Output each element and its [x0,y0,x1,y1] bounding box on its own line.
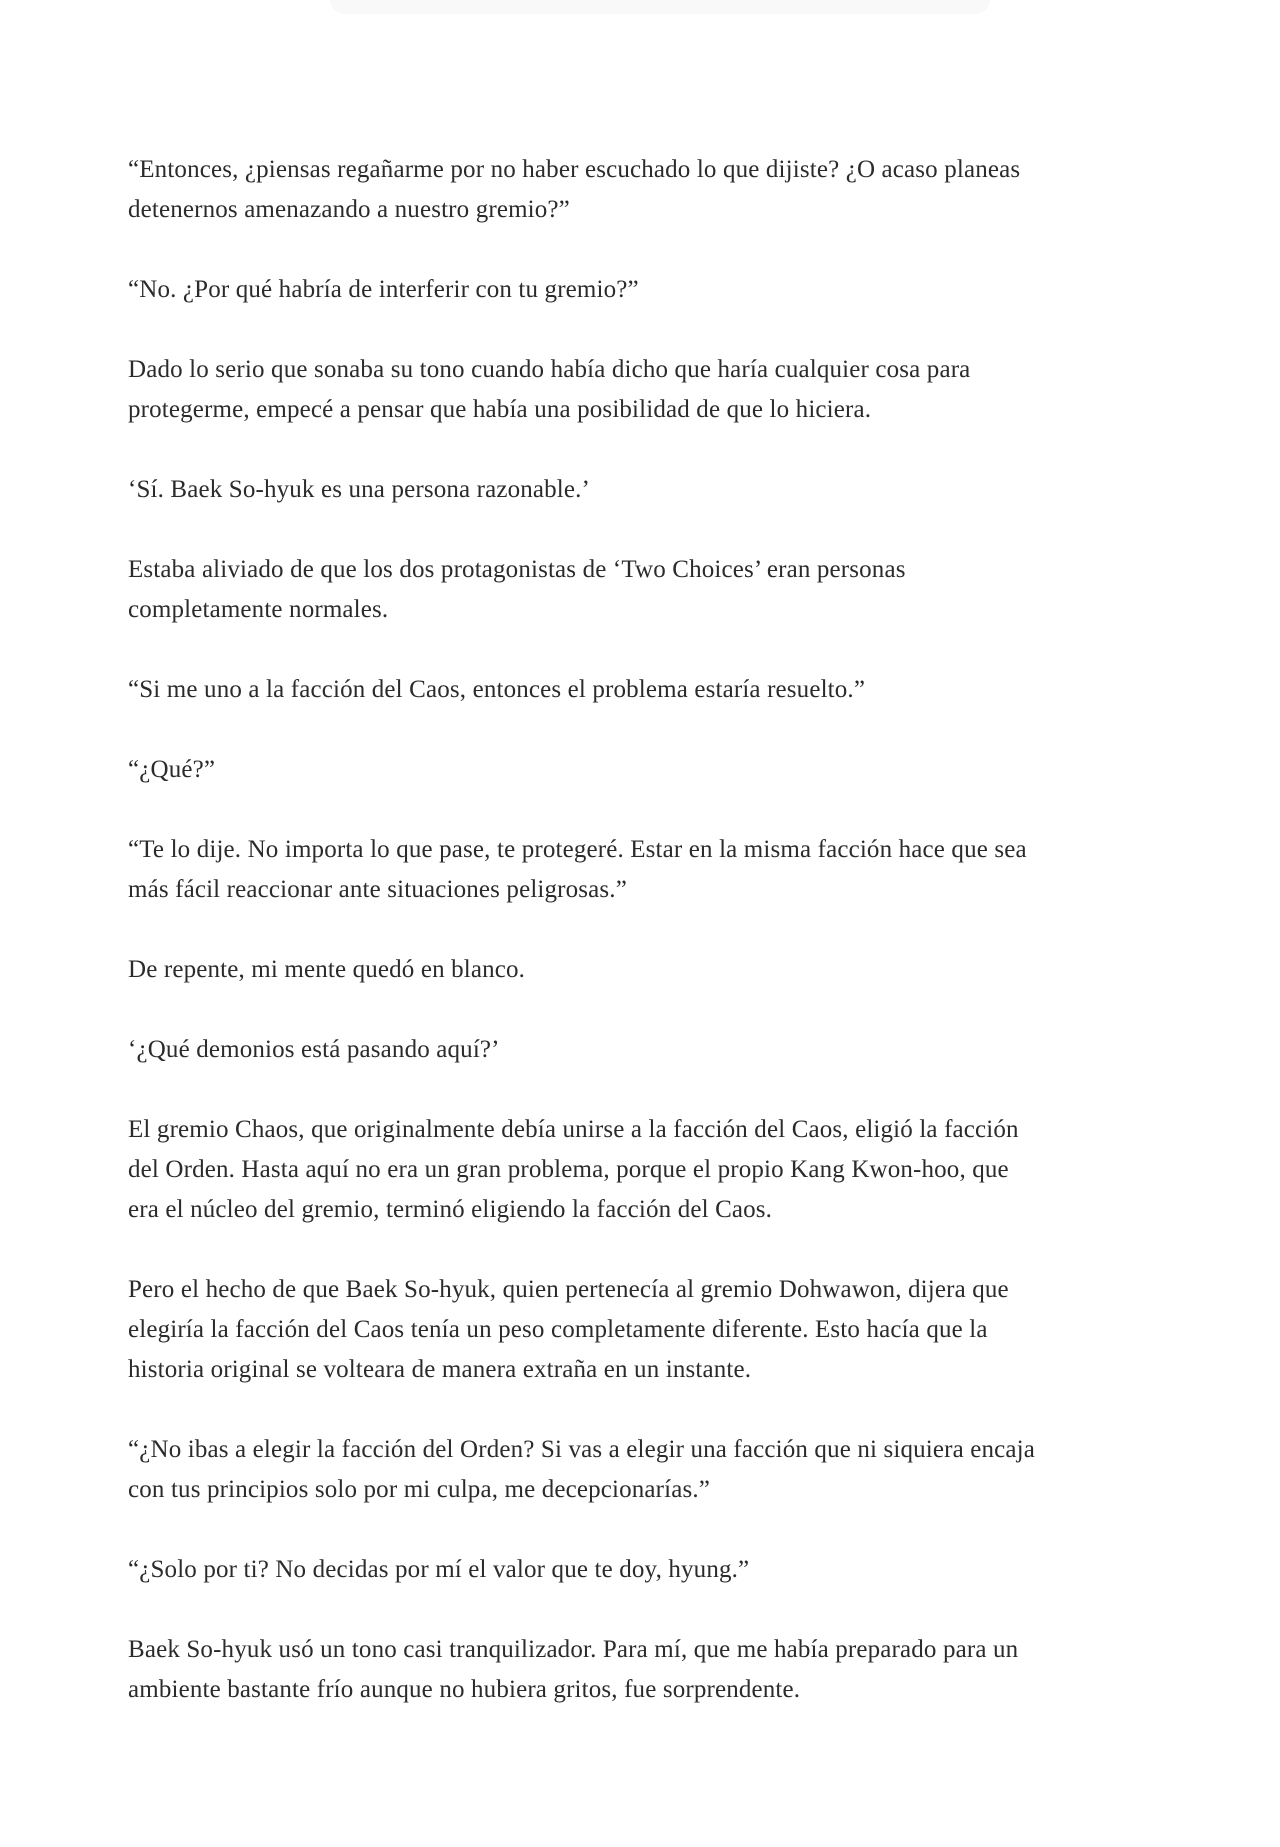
text-line: “No. ¿Por qué habría de interferir con tu gremio?” [128,276,639,303]
text-line: con tus principios solo por mi culpa, me decepcionarías.” [128,1476,710,1503]
paragraph [128,1430,1168,1510]
text-line: elegiría la facción del Caos tenía un peso completamente diferente. Esto hacía que la [128,1316,988,1343]
text-line: “¿Solo por ti? No decidas por mí el valor que te doy, hyung.” [128,1556,750,1583]
paragraph [128,270,1168,310]
text-line: Estaba aliviado de que los dos protagonistas de ‘Two Choices’ eran personas [128,556,906,583]
paragraph [128,670,1168,710]
paragraph [128,470,1168,510]
text-line: Pero el hecho de que Baek So-hyuk, quien pertenecía al gremio Dohwawon, dijera que [128,1276,1009,1303]
text-line: completamente normales. [128,596,389,623]
text-line: del Orden. Hasta aquí no era un gran problema, porque el propio Kang Kwon-hoo, que [128,1156,1009,1183]
paragraph [128,350,1168,430]
text-line: detenernos amenazando a nuestro gremio?” [128,196,570,223]
text-line: protegerme, empecé a pensar que había una posibilidad de que lo hiciera. [128,396,872,423]
paragraph [128,1110,1168,1230]
text-line: ‘¿Qué demonios está pasando aquí?’ [128,1036,500,1063]
text-line: historia original se volteara de manera extraña en un instante. [128,1356,752,1383]
text-line: Baek So-hyuk usó un tono casi tranquilizador. Para mí, que me había preparado para un [128,1636,1019,1663]
text-line: era el núcleo del gremio, terminó eligiendo la facción del Caos. [128,1196,773,1223]
paragraph [128,1030,1168,1070]
text-line: “¿Qué?” [128,756,216,783]
document-body [128,150,1168,1750]
paragraph [128,1630,1168,1710]
text-line: más fácil reaccionar ante situaciones peligrosas.” [128,876,627,903]
paragraph [128,750,1168,790]
paragraph [128,950,1168,990]
paragraph [128,830,1168,910]
text-line: ambiente bastante frío aunque no hubiera gritos, fue sorprendente. [128,1676,801,1703]
paragraph [128,550,1168,630]
paragraph [128,150,1168,230]
text-line: “¿No ibas a elegir la facción del Orden? Si vas a elegir una facción que ni siquiera encaja [128,1436,1035,1463]
paragraph [128,1550,1168,1590]
text-line: “Si me uno a la facción del Caos, entonces el problema estaría resuelto.” [128,676,866,703]
text-line: Dado lo serio que sonaba su tono cuando había dicho que haría cualquier cosa para [128,356,971,383]
paragraph [128,1270,1168,1390]
text-line: El gremio Chaos, que originalmente debía unirse a la facción del Caos, eligió la facción [128,1116,1019,1143]
text-line: De repente, mi mente quedó en blanco. [128,956,526,983]
text-line: “Te lo dije. No importa lo que pase, te protegeré. Estar en la misma facción hace que sea [128,836,1027,863]
text-line: “Entonces, ¿piensas regañarme por no haber escuchado lo que dijiste? ¿O acaso planeas [128,156,1021,183]
top-edge-shadow [330,0,990,14]
text-line: ‘Sí. Baek So-hyuk es una persona razonable.’ [128,476,591,503]
